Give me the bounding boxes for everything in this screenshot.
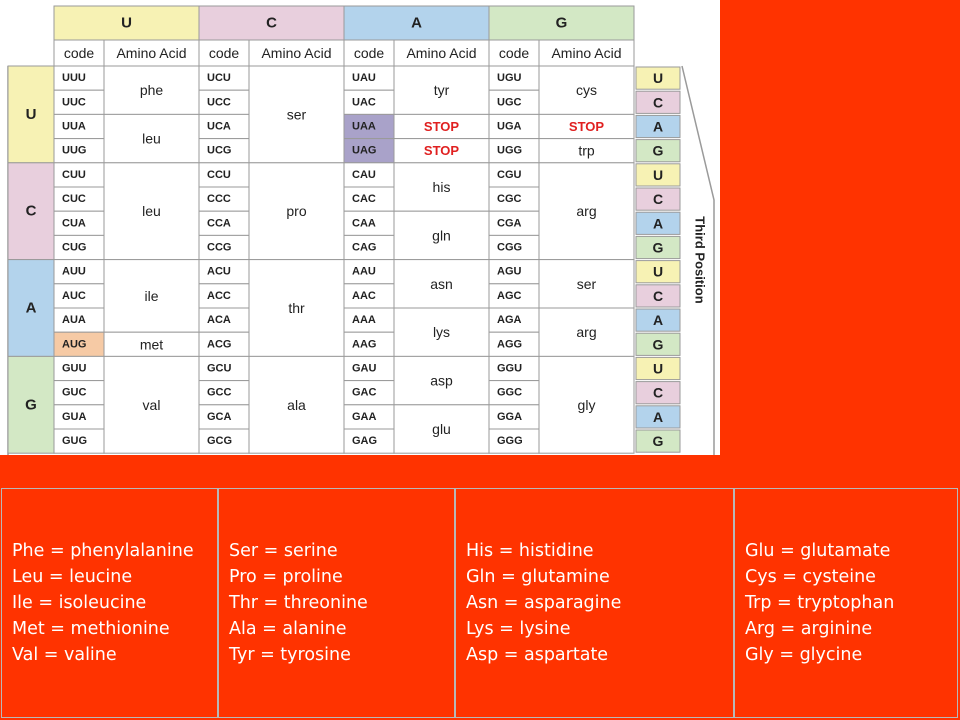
codon-label: GGG <box>497 435 523 448</box>
codon-label: UUG <box>62 144 87 157</box>
legend-entry: Cys = cysteine <box>745 567 876 587</box>
codon-label: CAG <box>352 241 377 254</box>
third-position-label: U <box>652 360 664 377</box>
legend-entry: Tyr = tyrosine <box>229 645 351 665</box>
third-position-label: G <box>652 336 664 353</box>
codon-label: CCC <box>207 193 231 206</box>
amino-acid-label: leu <box>142 203 161 220</box>
codon-label: CGG <box>497 241 523 254</box>
codon-label: AAG <box>352 338 377 351</box>
codon-label: GGC <box>497 386 523 399</box>
amino-acid-column-label: Amino Acid <box>406 45 477 61</box>
codon-label: CAU <box>352 168 376 181</box>
codon-label: AUC <box>62 289 86 302</box>
codon-label: GUG <box>62 435 88 448</box>
codon-label: ACC <box>207 289 231 302</box>
third-position-label: G <box>652 433 664 450</box>
codon-label: CAA <box>352 217 376 230</box>
codon-label: UCC <box>207 96 231 109</box>
legend-column-2 <box>218 488 455 718</box>
third-position-label: C <box>652 287 664 304</box>
amino-acid-label: cys <box>576 82 597 99</box>
legend-column-1 <box>1 488 218 718</box>
codon-label: CAC <box>352 193 376 206</box>
codon-label: CGU <box>497 168 522 181</box>
codon-label: UUU <box>62 72 86 85</box>
legend-entry: Asp = aspartate <box>466 645 609 665</box>
codon-label: CUU <box>62 168 86 181</box>
third-position-label: G <box>652 142 664 159</box>
legend-entry: Ser = serine <box>229 541 338 561</box>
amino-acid-label: val <box>142 396 161 413</box>
third-position-label: C <box>652 94 664 111</box>
codon-label: GAA <box>352 410 377 423</box>
codon-label: UAU <box>352 72 376 85</box>
amino-acid-label: asn <box>430 275 453 292</box>
codon-label: ACU <box>207 265 231 278</box>
codon-label: GGU <box>497 362 523 375</box>
codon-label: CUC <box>62 193 86 206</box>
legend-entry: Gly = glycine <box>745 645 863 665</box>
legend-entry: Ala = alanine <box>229 619 347 639</box>
codon-label: UGA <box>497 120 522 133</box>
third-position-label: A <box>652 118 664 135</box>
abbreviation-legend <box>1 488 958 718</box>
code-column-label: code <box>63 45 95 61</box>
column-header-label: A <box>411 14 422 32</box>
codon-label: GUA <box>62 410 87 423</box>
codon-label: GUC <box>62 386 87 399</box>
third-position-label: C <box>652 191 664 208</box>
codon-label: CGC <box>497 193 522 206</box>
third-position-label: A <box>652 312 664 329</box>
amino-acid-label: his <box>432 179 451 195</box>
column-header-label: C <box>266 14 277 32</box>
codon-label: UUA <box>62 120 86 133</box>
amino-acid-label: met <box>139 336 164 353</box>
codon-label: UCG <box>207 144 232 157</box>
codon-label: AGC <box>497 289 522 302</box>
third-position-label: A <box>652 215 664 232</box>
codon-label: GGA <box>497 410 523 423</box>
amino-acid-label: ala <box>287 396 306 413</box>
codon-label: AAC <box>352 289 376 302</box>
codon-label: AGA <box>497 314 522 327</box>
codon-label: AUA <box>62 314 86 327</box>
legend-entry: Leu = leucine <box>12 567 133 587</box>
stop-label: STOP <box>423 119 460 134</box>
third-position-label: U <box>652 166 664 183</box>
amino-acid-label: ser <box>286 106 307 123</box>
codon-label: UAA <box>352 120 376 133</box>
legend-entry: Met = methionine <box>12 619 170 639</box>
code-column-label: code <box>353 45 385 61</box>
codon-label: CCA <box>207 217 231 230</box>
codon-label: CUA <box>62 217 86 230</box>
codon-label: CCG <box>207 241 232 254</box>
legend-entry: Thr = threonine <box>229 593 368 613</box>
third-position-label: A <box>652 408 664 425</box>
amino-acid-column-label: Amino Acid <box>261 45 332 61</box>
stop-label: STOP <box>423 143 460 159</box>
legend-column-3 <box>455 488 734 718</box>
amino-acid-column-label: Amino Acid <box>116 45 187 61</box>
legend-entry: His = histidine <box>466 541 594 561</box>
codon-label: ACA <box>207 314 231 327</box>
first-position-label: A <box>25 299 37 317</box>
first-position-label: G <box>25 396 37 414</box>
legend-entry: Gln = glutamine <box>466 567 610 587</box>
amino-acid-label: gln <box>432 227 451 244</box>
stop-label: STOP <box>568 119 605 134</box>
codon-label: GAC <box>352 386 377 399</box>
legend-entry: Trp = tryptophan <box>745 593 895 613</box>
amino-acid-label: thr <box>288 300 305 316</box>
amino-acid-column-label: Amino Acid <box>551 45 622 61</box>
legend-entry: Phe = phenylalanine <box>12 541 194 561</box>
codon-label: GCU <box>207 362 232 375</box>
codon-label: CGA <box>497 217 522 230</box>
codon-label: UAG <box>352 144 377 157</box>
amino-acid-label: arg <box>576 203 597 220</box>
codon-label: UUC <box>62 96 86 109</box>
first-position-label: U <box>25 105 37 123</box>
amino-acid-label: lys <box>432 324 451 341</box>
codon-label: UCA <box>207 120 231 133</box>
column-header-label: G <box>555 14 568 32</box>
third-position-label: G <box>652 239 664 256</box>
codon-label: ACG <box>207 338 232 351</box>
amino-acid-label: trp <box>578 142 595 159</box>
codon-label: UGU <box>497 72 522 85</box>
amino-acid-label: leu <box>142 130 161 147</box>
amino-acid-label: pro <box>286 203 307 220</box>
amino-acid-label: phe <box>139 82 164 99</box>
codon-table-graphic <box>0 0 720 455</box>
codon-label: AAA <box>352 314 376 327</box>
amino-acid-label: glu <box>432 421 451 437</box>
codon-label: AGG <box>497 338 523 351</box>
codon-table <box>0 0 720 455</box>
codon-label: UAC <box>352 96 376 109</box>
codon-label: CUG <box>62 241 87 254</box>
codon-label: GAU <box>352 362 377 375</box>
third-position-label: U <box>652 70 664 87</box>
amino-acid-label: ile <box>144 287 159 304</box>
column-header-label: U <box>121 14 132 32</box>
legend-entry: Arg = arginine <box>745 619 873 639</box>
codon-label: GUU <box>62 362 87 375</box>
amino-acid-label: ser <box>576 275 597 292</box>
legend-entry: Lys = lysine <box>466 619 571 639</box>
codon-label: AUU <box>62 265 86 278</box>
codon-label: UCU <box>207 72 231 85</box>
amino-acid-label: gly <box>577 396 596 413</box>
legend-entry: Val = valine <box>12 645 117 665</box>
legend-entry: Pro = proline <box>229 567 343 587</box>
first-position-label: C <box>25 202 37 220</box>
codon-label: CCU <box>207 168 231 181</box>
amino-acid-label: arg <box>576 324 597 341</box>
codon-label: UGC <box>497 96 522 109</box>
codon-label: AAU <box>352 265 376 278</box>
legend-entry: Asn = asparagine <box>466 593 622 613</box>
codon-label: UGG <box>497 144 523 157</box>
codon-label: AGU <box>497 265 522 278</box>
code-column-label: code <box>208 45 240 61</box>
codon-label: GAG <box>352 435 378 448</box>
legend-column-4 <box>734 488 958 718</box>
third-position-label: C <box>652 384 664 401</box>
legend-entry: Ile = isoleucine <box>12 593 147 613</box>
codon-label: GCG <box>207 435 233 448</box>
amino-acid-label: asp <box>430 372 453 389</box>
code-column-label: code <box>498 45 530 61</box>
amino-acid-label: tyr <box>433 82 450 99</box>
codon-label: GCC <box>207 386 232 399</box>
codon-label: GCA <box>207 410 232 423</box>
third-position-title: Third Position <box>692 216 708 304</box>
codon-label: AUG <box>62 338 87 351</box>
legend-entry: Glu = glutamate <box>745 541 891 561</box>
third-position-label: U <box>652 263 664 280</box>
